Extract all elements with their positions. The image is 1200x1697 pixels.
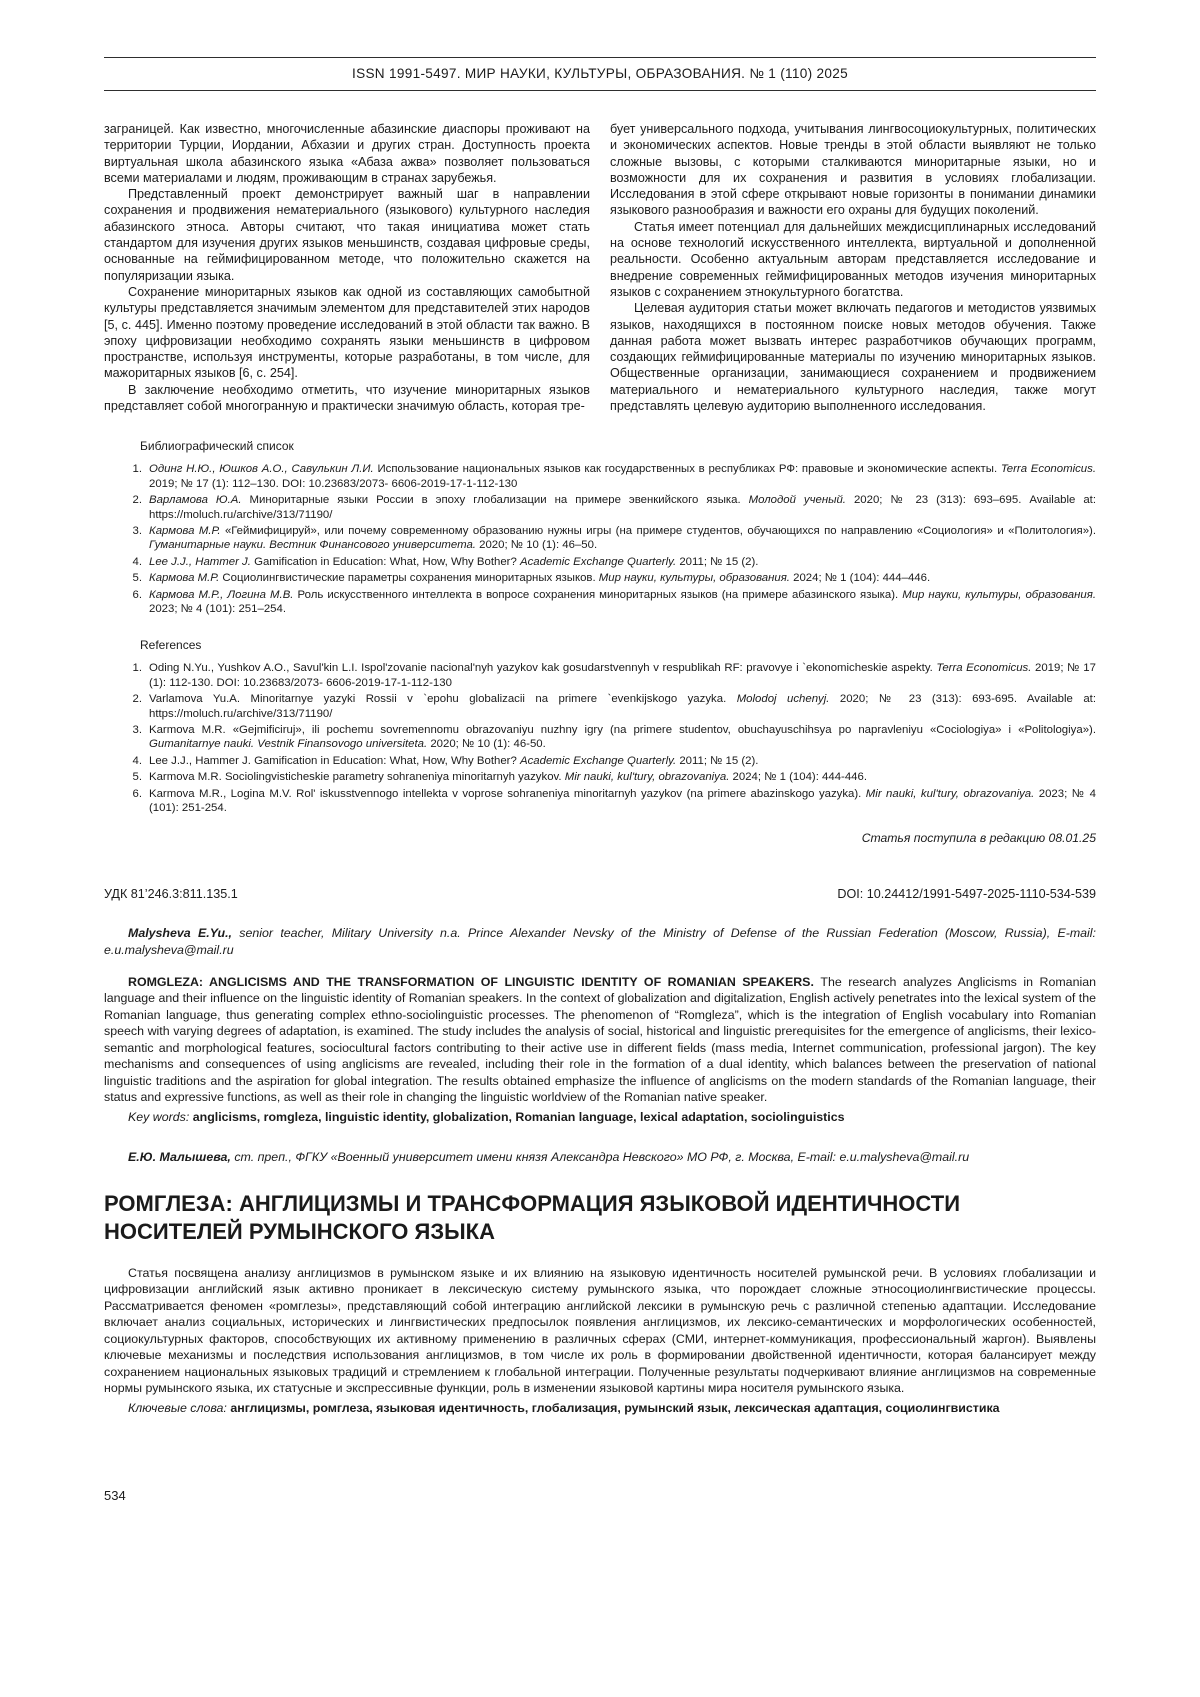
item-text: Кармова М.Р. «Геймифицируй», или почему современному образованию нужны игры (на примере студентов, обучающихся по направлению «Социология» и «Политология»). Гуманитарные науки. Вестник Финансового университета. 2020; № 10 (1): 46–50. <box>149 524 1096 552</box>
author-info-ru: Е.Ю. Малышева, ст. преп., ФГКУ «Военный университет имени князя Александра Невского» МО РФ, г. Москва, E-mail: e.u.malysheva@mail.ru <box>128 1150 970 1165</box>
column-right <box>610 121 1096 414</box>
item-number: 1. <box>132 662 142 675</box>
item-number: 3. <box>132 524 142 537</box>
reference-item <box>120 692 1096 721</box>
udk-code: УДК 81’246.3:811.135.1 <box>104 887 238 902</box>
item-number: 1. <box>132 463 142 476</box>
column-left <box>104 121 590 414</box>
doi-code: DOI: 10.24412/1991-5497-2025-1110-534-539 <box>837 887 1096 902</box>
item-number: 6. <box>132 588 142 601</box>
item-text: Lee J.J., Hammer J. Gamification in Education: What, How, Why Bother? Academic Exchange Quarterly. 2011; № 15 (2). <box>149 754 759 767</box>
bibliography-list <box>104 462 1096 616</box>
paragraph: заграницей. Как известно, многочисленные абазинские диаспоры проживают на территории Турции, Иордании, Абхазии и других стран. Доступность проекта виртуальная школа абазинского языка «Абаза ажва» позволяет пользоваться всеми материалами и людям, проживающим в странах зарубежья. <box>104 122 590 185</box>
item-text: Одинг Н.Ю., Юшков А.О., Савулькин Л.И. Использование национальных языков как государственных в республиках РФ: правовые и экономические аспекты. Terra Economicus. 2019; № 17 (1): 112–130. DOI: 10.23683/2073- 6606-2019-17-1-112-130 <box>149 463 1096 490</box>
article-title <box>104 1190 1096 1247</box>
paragraph: Целевая аудитория статьи может включать педагогов и методистов уязвимых языков, находящихся в постоянном поиске новых методов обучения. Также данная работа может вызвать интерес разработчиков обучающих программ, создающих геймифицированные материалы по изучению миноритарных языков. Общественные организации, занимающиеся сохранением и продвижением материального и нематериального культурного наследия, также могут представлять целевую аудиторию выполненного исследования. <box>610 301 1096 414</box>
article-title-line2: НОСИТЕЛЕЙ РУМЫНСКОГО ЯЗЫКА <box>104 1219 495 1245</box>
bibliography-item <box>120 524 1096 553</box>
bibliography-item <box>120 571 1096 585</box>
reference-item <box>120 770 1096 784</box>
item-number: 2. <box>132 693 142 706</box>
paragraph: бует универсального подхода, учитывания лингвосоциокультурных, политических и экономических аспектов. Новые тренды в этой области выявляют не только сложные вызовы, с которыми сталкиваются миноритарные языки, но и возможности для их сохранения и развития в условиях глобализации. Исследования в этой сфере открывают новые горизонты в понимании динамики языкового разнообразия и важности его охраны для будущих поколений. <box>610 122 1096 218</box>
bibliography-item <box>120 588 1096 617</box>
paragraph: Сохранение миноритарных языков как одной из составляющих самобытной культуры представляется значимым элементом для представителей этих народов [5, с. 445]. Именно поэтому проведение исследований в этой области так важно. В эпоху цифровизации необходимо сохранять языки меньшинств в цифровом пространстве, используя инструменты, которые разработаны, в том числе, для мажоритарных языков [6, с. 254]. <box>104 284 590 381</box>
keywords-ru: Ключевые слова: англицизмы, ромглеза, языковая идентичность, глобализация, румынский язык, лексическая адаптация, социолингвистика <box>128 1400 1000 1415</box>
bibliography-item <box>120 555 1096 569</box>
reference-item <box>120 754 1096 768</box>
item-text: Варламова Ю.А. Миноритарные языки России в эпоху глобализации на примере эвенкийского языка. Молодой ученый. 2020; № 23 (313): 693–695. Available at: https://moluch.ru/archive/313/71190/ <box>149 494 1096 521</box>
reference-item <box>120 787 1096 816</box>
journal-issue-line: ISSN 1991-5497. МИР НАУКИ, КУЛЬТУРЫ, ОБРАЗОВАНИЯ. № 1 (110) 2025 <box>352 66 848 81</box>
reference-item <box>120 723 1096 752</box>
item-text: Кармова М.Р., Логина М.В. Роль искусственного интеллекта в вопросе сохранения миноритарных языков (на примере абазинского языка). Мир науки, культуры, образования. 2023; № 4 (101): 251–254. <box>149 588 1096 615</box>
paragraph: В заключение необходимо отметить, что изучение миноритарных языков представляет собой многогранную и практически значимую область, которая тре- <box>104 382 590 414</box>
item-text: Кармова М.Р. Социолингвистические параметры сохранения миноритарных языков. Мир науки, культуры, образования. 2024; № 1 (104): 444–446. <box>149 572 931 585</box>
reference-item <box>120 661 1096 690</box>
item-text: Karmova M.R. «Gejmificiruj», ili pochemu sovremennomu obrazovaniyu nuzhny igry (na primere studentov, obuchayuschihsya po napravleniyu «Cociologiya» i «Politologiya»). Gumanitarnye nauki. Vestnik Finansovogo universiteta. 2020; № 10 (1): 46-50. <box>149 724 1096 751</box>
paragraph: Статья имеет потенциал для дальнейших междисциплинарных исследований на основе технологий искусственного интеллекта, виртуальной и дополненной реальности. Особенно актуальным авторам представляется исследование и внедрение современных геймифицированных методов изучения миноритарных языков с сохранением этнокультурного богатства. <box>610 219 1096 299</box>
item-number: 5. <box>132 771 142 784</box>
paragraph: Представленный проект демонстрирует важный шаг в направлении сохранения и продвижения нематериального (языкового) культурного наследия абазинского этноса. Авторы считают, что такая инициатива может стать стандартом для изучения других языков меньшинств, создавая цифровые среды, основанные на геймифицированном методе, что положительно скажется на популяризации языка. <box>104 187 590 283</box>
item-number: 4. <box>132 754 142 767</box>
article-body-columns <box>104 121 1096 414</box>
bibliography-item <box>120 493 1096 522</box>
abstract-ru: Статья посвящена анализу англицизмов в румынском языке и их влиянию на языковую идентичность носителей румынской речи. В условиях глобализации и цифровизации английский язык активно проникает в лексическую систему румынского языка, что порождает сложные этносоциолингвистические процессы. Рассматривается феномен «ромглезы», представляющий собой интеграцию английской лексики в румынскую речь с различной степенью адаптации. Исследование включает анализ социальных, исторических и лингвистических предпосылок появления англицизмов, их лексико-семантических и морфологических особенностей, социокультурных факторов, способствующих их активному применению в различных сферах (СМИ, интернет-коммуникация, профессиональный жаргон). Выявлены ключевые механизмы и последствия использования англицизмов, в том числе их роль в формировании двойственной идентичности, которая балансирует между сохранением национальных языковых традиций и стремлением к глобальной интеграции. Полученные результаты подчеркивают влияние англицизмов на современные нормы румынского языка, их статусные и экспрессивные функции, роль в изменении языковой картины мира носителя румынского языка. <box>104 1265 1096 1396</box>
item-text: Oding N.Yu., Yushkov A.O., Savul'kin L.I. Ispol'zovanie nacional'nyh yazykov kak gosudarstvennyh v respublikah RF: pravovye i `ekonomicheskie aspekty. Terra Economicus. 2019; № 17 (1): 112-130. DOI: 10.23683/2073- 6606-2019-17-1-112-130 <box>149 662 1096 689</box>
received-date: Статья поступила в редакцию 08.01.25 <box>861 831 1096 846</box>
item-text: Karmova M.R., Logina M.V. Rol' iskusstvennogo intellekta v voprose sohraneniya minoritarnyh yazykov (na primere abazinskogo yazyka). Mir nauki, kul'tury, obrazovaniya. 2023; № 4 (101): 251-254. <box>149 787 1097 815</box>
meta-row <box>104 887 1096 901</box>
item-number: 2. <box>132 494 142 507</box>
page-header <box>104 57 1096 91</box>
item-text: Varlamova Yu.A. Minoritarnye yazyki Rossii v `epohu globalizacii na primere `evenkijskogo yazyka. Molodoj uchenyj. 2020; № 23 (313): 693-695. Available at: https://moluch.ru/archive/313/71190/ <box>149 693 1096 720</box>
item-number: 6. <box>132 787 142 800</box>
bibliography-heading: Библиографический список <box>140 439 294 454</box>
references-heading: References <box>140 638 202 653</box>
page-number: 534 <box>104 1488 126 1503</box>
item-text: Lee J.J., Hammer J. Gamification in Education: What, How, Why Bother? Academic Exchange Quarterly. 2011; № 15 (2). <box>149 555 759 568</box>
bibliography-item <box>120 462 1096 491</box>
item-number: 5. <box>132 572 142 585</box>
author-info-en: Malysheva E.Yu., senior teacher, Military University n.a. Prince Alexander Nevsky of the Ministry of Defense of the Russian Federation (Moscow, Russia), E-mail: e.u.malysheva@mail.ru <box>104 926 1097 957</box>
article-title-line1: РОМГЛЕЗА: АНГЛИЦИЗМЫ И ТРАНСФОРМАЦИЯ ЯЗЫКОВОЙ ИДЕНТИЧНОСТИ <box>104 1190 961 1216</box>
item-number: 4. <box>132 555 142 568</box>
item-text: Karmova M.R. Sociolingvisticheskie parametry sohraneniya minoritarnyh yazykov. Mir nauki, kul'tury, obrazovaniya. 2024; № 1 (104): 444-446. <box>149 771 867 784</box>
references-list <box>104 661 1096 815</box>
keywords-en: Key words: anglicisms, romgleza, linguistic identity, globalization, Romanian language, lexical adaptation, sociolinguistics <box>128 1109 845 1124</box>
item-number: 3. <box>132 724 142 737</box>
abstract-en: ROMGLEZA: ANGLICISMS AND THE TRANSFORMATION OF LINGUISTIC IDENTITY OF ROMANIAN SPEAKERS. The research analyzes Anglicisms in Romanian language and their influence on the linguistic identity of Romanian speakers. In the context of globalization and digitalization, English actively penetrates into the lexical system of the Romanian language, thus generating complex ethno-sociolinguistic processes. The phenomenon of “Romgleza”, which is the integration of English vocabulary into Romanian speech with varying degrees of adaptation, is examined. The study includes the analysis of social, historical and linguistic prerequisites for the emergence of anglicisms, their lexico-semantic and morphological features, sociocultural factors contributing to their active use in different fields (mass media, Internet communication, professional jargon). The key mechanisms and consequences of using anglicisms are revealed, including their role in the formation of a dual identity, which balances between the preservation of national linguistic traditions and the aspiration for global integration. The results obtained emphasize the influence of anglicisms on the modern standards of the Romanian language, their status and expressive functions, as well as their role in changing the linguistic worldview of the Romanian native speaker. <box>104 974 1096 1105</box>
